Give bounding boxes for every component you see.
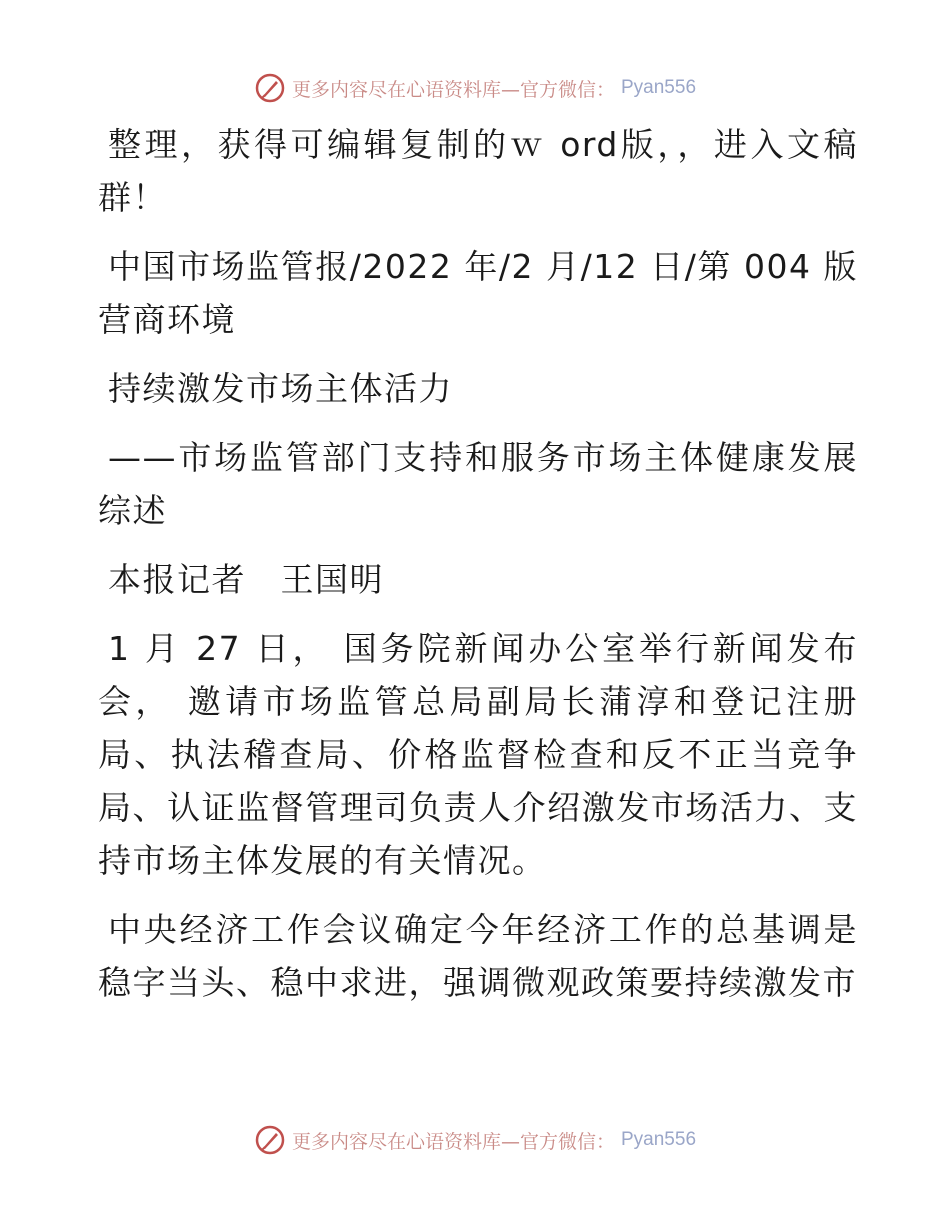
article-title: 持续激发市场主体活力 [108,369,453,408]
source-line: 中国市场监管报/2022 年/2 月/12 日/第 004 版营商环境 [98,247,858,339]
header-watermark [0,72,950,104]
feather-pen-logo-icon [254,1124,286,1156]
feather-pen-logo-icon [254,72,286,104]
intro-paragraph: 整理，获得可编辑复制的ｗ ord版，，进入文稿群！ [98,125,858,217]
watermark-text: 更多内容尽在心语资料库—官方微信： [291,78,615,101]
watermark-text: 更多内容尽在心语资料库—官方微信： [291,1130,615,1153]
footer-watermark [0,1124,950,1156]
document-body [98,118,858,1025]
body-paragraph: 中央经济工作会议确定今年经济工作的总基调是稳字当头、稳中求进，强调微观政策要持续激发市 [98,910,858,1002]
body-paragraph: 1 月 27 日， 国务院新闻办公室举行新闻发布会， 邀请市场监管总局副局长蒲淳和登记注册局、执法稽查局、价格监督检查和反不正当竞争局、认证监督管理司负责人介绍激发市场活力、支持市场主体发展的有关情况。 [98,629,858,880]
byline: 本报记者 王国明 [108,560,384,599]
article-subtitle: ——市场监管部门支持和服务市场主体健康发展综述 [98,438,858,530]
watermark-brand: Pyan556 [621,77,697,98]
watermark-brand: Pyan556 [621,1129,697,1150]
